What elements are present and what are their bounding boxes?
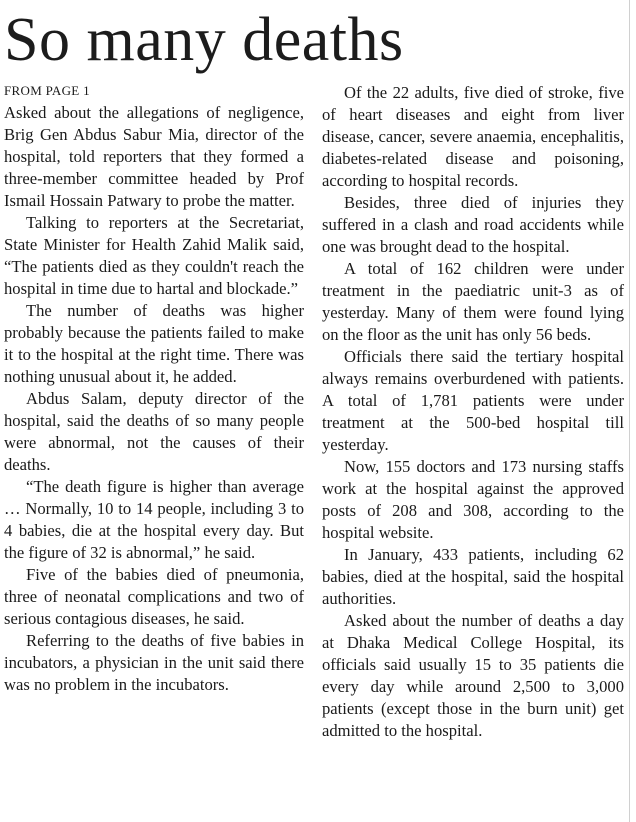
paragraph: Five of the babies died of pneumonia, three of neonatal complications and two of serious contagious diseases, he said.: [4, 565, 304, 628]
paragraph: Now, 155 doctors and 173 nursing staffs work at the hospital against the approved posts of 208 and 308, according to the hospital website.: [322, 457, 624, 542]
paragraph: “The death figure is higher than average … Normally, 10 to 14 people, including 3 to 4 babies, die at the hospital every day. But the figure of 32 is abnormal,” he said.: [4, 477, 304, 562]
article-column-right: [322, 82, 624, 742]
clipping-edge-divider: [629, 0, 630, 822]
paragraph: Talking to reporters at the Secretariat, State Minister for Health Zahid Malik said, “The patients died as they couldn't reach the hospital in time due to hartal and blockade.”: [4, 213, 304, 298]
paragraph: In January, 433 patients, including 62 babies, died at the hospital, said the hospital authorities.: [322, 545, 624, 608]
continued-from-label: FROM PAGE 1: [4, 83, 90, 98]
paragraph: The number of deaths was higher probably because the patients failed to make it to the hospital at the right time. There was nothing unusual about it, he added.: [4, 301, 304, 386]
paragraph: Officials there said the tertiary hospital always remains overburdened with patients. A total of 1,781 patients were under treatment at the 500-bed hospital till yesterday.: [322, 347, 624, 454]
paragraph: Of the 22 adults, five died of stroke, five of heart diseases and eight from liver disease, cancer, severe anaemia, encephalitis, diabetes-related disease and poisoning, according to hospital records.: [322, 83, 624, 190]
paragraph: Asked about the number of deaths a day at Dhaka Medical College Hospital, its officials said usually 15 to 35 patients die every day while around 2,500 to 3,000 patients (except those in the burn unit) get admitted to the hospital.: [322, 611, 624, 740]
paragraph: A total of 162 children were under treatment in the paediatric unit-3 as of yesterday. Many of them were found lying on the floor as the unit has only 56 beds.: [322, 259, 624, 344]
paragraph: Referring to the deaths of five babies in incubators, a physician in the unit said there was no problem in the incubators.: [4, 631, 304, 694]
paragraph: Asked about the allegations of negligence, Brig Gen Abdus Sabur Mia, director of the hospital, told reporters that they formed a three-member committee headed by Prof Ismail Hossain Patwary to probe the matter.: [4, 103, 304, 210]
paragraph: Besides, three died of injuries they suffered in a clash and road accidents while one was brought dead to the hospital.: [322, 193, 624, 256]
article-column-left: [4, 82, 304, 696]
paragraph: Abdus Salam, deputy director of the hospital, said the deaths of so many people were abnormal, not the causes of their deaths.: [4, 389, 304, 474]
headline: So many deaths: [4, 6, 404, 74]
